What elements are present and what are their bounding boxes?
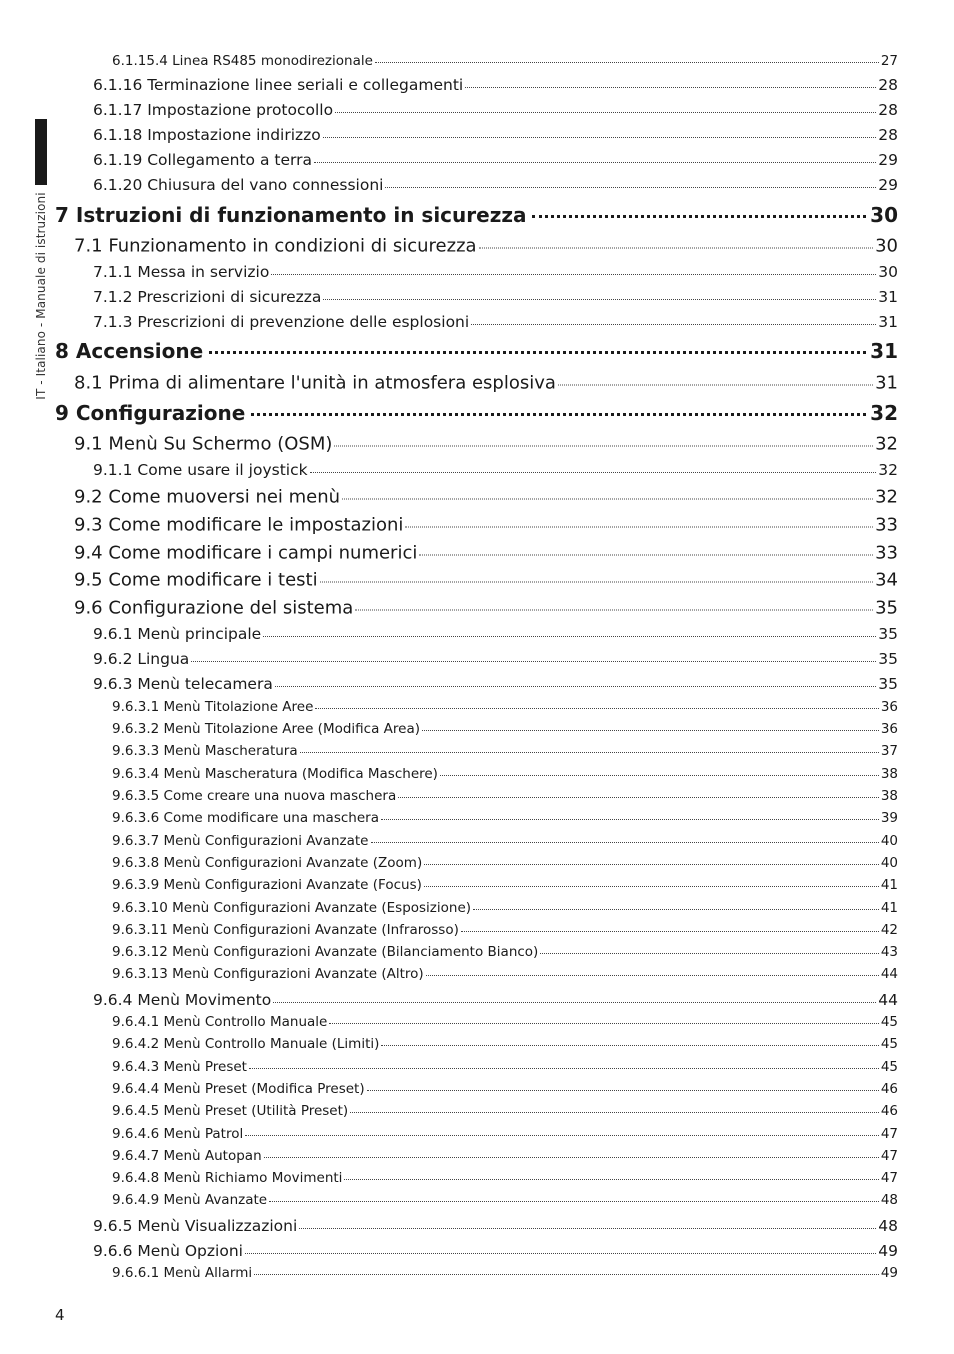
toc-entry-page: 41 (880, 877, 898, 893)
toc-dot-leader (419, 555, 873, 556)
toc-dot-leader (540, 953, 878, 954)
toc-entry-page: 44 (878, 991, 898, 1009)
toc-entry[interactable] (93, 991, 898, 1009)
toc-entry-title: 6.1.17 Impostazione protocollo (93, 101, 334, 119)
toc-entry-title: 9.6.3.3 Menù Mascheratura (112, 743, 298, 759)
toc-entry-page: 45 (880, 1014, 898, 1030)
toc-entry[interactable] (93, 625, 898, 643)
toc-dot-leader (473, 909, 879, 910)
toc-entry-page: 46 (880, 1103, 898, 1119)
toc-entry-title: 6.1.16 Terminazione linee seriali e collegamenti (93, 76, 464, 94)
toc-dot-leader (254, 1274, 879, 1275)
toc-entry-page: 30 (875, 235, 898, 257)
toc-entry[interactable] (74, 487, 898, 508)
toc-entry-title: 9.6.3.9 Menù Configurazioni Avanzate (Focus) (112, 877, 422, 893)
toc-entry[interactable] (74, 570, 898, 591)
toc-entry[interactable] (74, 515, 898, 536)
toc-entry-title: 9.6.4.6 Menù Patrol (112, 1126, 244, 1142)
toc-entry-title: 9.6.3.11 Menù Configurazioni Avanzate (Infrarosso) (112, 922, 459, 938)
toc-entry-page: 31 (875, 372, 898, 394)
toc-dot-leader (264, 1157, 879, 1158)
toc-dot-leader (245, 1253, 876, 1254)
toc-entry[interactable] (112, 855, 898, 871)
toc-entry-page: 49 (880, 1265, 898, 1281)
toc-entry[interactable] (112, 1192, 898, 1208)
toc-entry[interactable] (93, 313, 898, 331)
page-number: 4 (55, 1306, 65, 1324)
toc-dot-leader (275, 686, 876, 687)
toc-entry-title: 8 Accensione (55, 339, 204, 363)
toc-entry[interactable] (55, 401, 898, 425)
toc-entry[interactable] (112, 766, 898, 782)
toc-entry-title: 9.6.3.13 Menù Configurazioni Avanzate (Altro) (112, 966, 424, 982)
toc-entry-title: 9.6.4 Menù Movimento (93, 991, 272, 1009)
toc-entry[interactable] (93, 461, 898, 479)
toc-dot-leader (532, 215, 866, 218)
toc-dot-leader (273, 1002, 876, 1003)
toc-entry-page: 32 (875, 486, 898, 508)
toc-entry-page: 35 (878, 675, 898, 693)
toc-entry-title: 9.6.4.2 Menù Controllo Manuale (Limiti) (112, 1036, 380, 1052)
toc-dot-leader (334, 446, 873, 447)
toc-entry[interactable] (112, 1265, 898, 1281)
toc-entry-title: 9.6.4.4 Menù Preset (Modifica Preset) (112, 1081, 365, 1097)
toc-dot-leader (385, 187, 876, 188)
toc-entry[interactable] (74, 598, 898, 619)
toc-dot-leader (342, 499, 873, 500)
toc-entry[interactable] (112, 1103, 898, 1119)
toc-dot-leader (320, 582, 874, 583)
toc-entry-page: 31 (870, 339, 898, 363)
toc-entry-title: 9.6.4.8 Menù Richiamo Movimenti (112, 1170, 343, 1186)
toc-entry[interactable] (93, 101, 898, 119)
toc-dot-leader (249, 1068, 879, 1069)
toc-dot-leader (558, 385, 873, 386)
toc-entry-page: 35 (878, 625, 898, 643)
toc-entry-title: 9.6.4.7 Menù Autopan (112, 1148, 262, 1164)
toc-dot-leader (398, 797, 879, 798)
toc-entry[interactable] (74, 236, 898, 257)
toc-entry[interactable] (93, 176, 898, 194)
toc-entry-page: 47 (880, 1170, 898, 1186)
toc-entry-title: 6.1.18 Impostazione indirizzo (93, 126, 321, 144)
toc-dot-leader (371, 842, 879, 843)
toc-entry-title: 9.6.3 Menù telecamera (93, 675, 273, 693)
toc-entry-title: 6.1.15.4 Linea RS485 monodirezionale (112, 53, 373, 69)
toc-entry-page: 40 (880, 833, 898, 849)
toc-entry[interactable] (93, 126, 898, 144)
toc-entry-page: 45 (880, 1036, 898, 1052)
toc-dot-leader (269, 1201, 879, 1202)
toc-dot-leader (315, 708, 878, 709)
toc-entry-title: 6.1.19 Collegamento a terra (93, 151, 312, 169)
toc-entry-page: 33 (875, 542, 898, 564)
toc-dot-leader (422, 730, 879, 731)
toc-entry-page: 48 (878, 1217, 898, 1235)
toc-entry[interactable] (112, 788, 898, 804)
toc-dot-leader (245, 1135, 879, 1136)
toc-entry[interactable] (112, 922, 898, 938)
toc-entry-title: 9.4 Come modificare i campi numerici (74, 542, 418, 564)
toc-entry[interactable] (112, 721, 898, 737)
toc-entry-title: 9.6.6 Menù Opzioni (93, 1242, 243, 1260)
toc-entry[interactable] (55, 203, 898, 227)
toc-entry-page: 34 (875, 569, 898, 591)
toc-dot-leader (314, 162, 876, 163)
toc-entry-page: 29 (878, 176, 898, 194)
toc-entry[interactable] (74, 373, 898, 394)
toc-entry-title: 9.6.3.8 Menù Configurazioni Avanzate (Zoom) (112, 855, 423, 871)
toc-entry-title: 9.6.3.1 Menù Titolazione Aree (112, 699, 314, 715)
toc-entry-title: 9.6.4.3 Menù Preset (112, 1059, 247, 1075)
toc-entry-page: 39 (880, 810, 898, 826)
toc-entry-page: 32 (875, 433, 898, 455)
toc-entry-page: 28 (878, 76, 898, 94)
toc-entry[interactable] (93, 288, 898, 306)
toc-dot-leader (375, 62, 879, 63)
toc-entry-title: 9.6.3.6 Come modificare una maschera (112, 810, 379, 826)
toc-entry-page: 38 (880, 788, 898, 804)
toc-entry[interactable] (112, 900, 898, 916)
toc-entry-title: 9.6.4.9 Menù Avanzate (112, 1192, 268, 1208)
toc-entry[interactable] (112, 877, 898, 893)
toc-dot-leader (479, 248, 874, 249)
toc-entry-title: 9.6.4.1 Menù Controllo Manuale (112, 1014, 328, 1030)
toc-entry-page: 28 (878, 126, 898, 144)
toc-entry[interactable] (112, 1126, 898, 1142)
toc-entry-title: 9.6.3.10 Menù Configurazioni Avanzate (Esposizione) (112, 900, 472, 916)
toc-entry-title: 9 Configurazione (55, 401, 246, 425)
toc-dot-leader (251, 413, 866, 416)
toc-dot-leader (424, 864, 879, 865)
toc-entry-title: 9.2 Come muoversi nei menù (74, 486, 341, 508)
toc-entry[interactable] (112, 699, 898, 715)
toc-dot-leader (471, 324, 876, 325)
toc-entry[interactable] (112, 944, 898, 960)
toc-entry-title: 9.6.3.4 Menù Mascheratura (Modifica Maschere) (112, 766, 438, 782)
toc-entry[interactable] (112, 966, 898, 982)
toc-dot-leader (381, 1045, 878, 1046)
toc-entry[interactable] (112, 1148, 898, 1164)
toc-dot-leader (350, 1112, 879, 1113)
toc-entry[interactable] (112, 1059, 898, 1075)
toc-dot-leader (209, 351, 866, 354)
toc-entry-page: 49 (878, 1242, 898, 1260)
toc-entry-title: 9.6 Configurazione del sistema (74, 597, 354, 619)
toc-entry-page: 31 (878, 288, 898, 306)
toc-entry-page: 42 (880, 922, 898, 938)
toc-entry-title: 7.1 Funzionamento in condizioni di sicurezza (74, 235, 477, 257)
toc-dot-leader (329, 1023, 878, 1024)
toc-entry-title: 8.1 Prima di alimentare l'unità in atmosfera esplosiva (74, 372, 556, 394)
toc-entry-title: 9.6.4.5 Menù Preset (Utilità Preset) (112, 1103, 349, 1119)
toc-entry[interactable] (93, 650, 898, 668)
toc-entry[interactable] (55, 339, 898, 363)
toc-entry-title: 9.6.3.5 Come creare una nuova maschera (112, 788, 397, 804)
toc-entry-title: 7.1.3 Prescrizioni di prevenzione delle esplosioni (93, 313, 470, 331)
toc-entry[interactable] (93, 76, 898, 94)
toc-dot-leader (424, 886, 879, 887)
toc-entry-page: 32 (878, 461, 898, 479)
toc-dot-leader (299, 1228, 876, 1229)
toc-entry-title: 9.1.1 Come usare il joystick (93, 461, 308, 479)
toc-entry-page: 37 (880, 743, 898, 759)
toc-dot-leader (263, 636, 876, 637)
toc-entry[interactable] (112, 1170, 898, 1186)
toc-entry[interactable] (112, 743, 898, 759)
sidebar-label-text: IT - Italiano - Manuale di istruzioni (34, 192, 48, 400)
toc-entry[interactable] (74, 543, 898, 564)
toc-entry-page: 33 (875, 514, 898, 536)
toc-dot-leader (440, 775, 879, 776)
toc-entry-page: 27 (880, 53, 898, 69)
toc-entry-page: 43 (880, 944, 898, 960)
toc-entry[interactable] (112, 810, 898, 826)
toc-dot-leader (355, 610, 873, 611)
toc-entry-page: 32 (870, 401, 898, 425)
toc-entry[interactable] (93, 1217, 898, 1235)
toc-entry-title: 7.1.1 Messa in servizio (93, 263, 270, 281)
toc-entry[interactable] (93, 151, 898, 169)
toc-entry-title: 9.6.3.12 Menù Configurazioni Avanzate (Bilanciamento Bianco) (112, 944, 539, 960)
toc-entry-page: 47 (880, 1148, 898, 1164)
toc-entry-page: 30 (878, 263, 898, 281)
toc-dot-leader (323, 137, 876, 138)
toc-entry-page: 45 (880, 1059, 898, 1075)
toc-entry-title: 9.6.1 Menù principale (93, 625, 262, 643)
toc-entry-title: 7 Istruzioni di funzionamento in sicurezza (55, 203, 527, 227)
toc-dot-leader (323, 299, 876, 300)
toc-entry-page: 41 (880, 900, 898, 916)
toc-dot-leader (405, 527, 873, 528)
toc-entry-page: 31 (878, 313, 898, 331)
toc-entry-title: 9.6.5 Menù Visualizzazioni (93, 1217, 298, 1235)
toc-entry[interactable] (112, 833, 898, 849)
toc-entry-title: 9.6.2 Lingua (93, 650, 190, 668)
toc-entry-page: 35 (875, 597, 898, 619)
toc-entry-page: 38 (880, 766, 898, 782)
toc-entry-title: 6.1.20 Chiusura del vano connessioni (93, 176, 384, 194)
toc-entry-page: 36 (880, 721, 898, 737)
toc-entry-title: 9.6.3.2 Menù Titolazione Aree (Modifica Area) (112, 721, 420, 737)
toc-entry[interactable] (112, 53, 898, 69)
toc-entry-page: 36 (880, 699, 898, 715)
toc-entry[interactable] (74, 434, 898, 455)
toc-entry[interactable] (93, 675, 898, 693)
toc-dot-leader (461, 931, 879, 932)
toc-entry-title: 9.6.3.7 Menù Configurazioni Avanzate (112, 833, 369, 849)
toc-entry-page: 28 (878, 101, 898, 119)
toc-entry-page: 29 (878, 151, 898, 169)
toc-entry-page: 35 (878, 650, 898, 668)
toc-entry[interactable] (93, 1242, 898, 1260)
toc-entry-title: 7.1.2 Prescrizioni di sicurezza (93, 288, 322, 306)
toc-dot-leader (367, 1090, 879, 1091)
toc-entry[interactable] (93, 263, 898, 281)
toc-entry-page: 47 (880, 1126, 898, 1142)
toc-dot-leader (310, 472, 877, 473)
toc-entry-page: 30 (870, 203, 898, 227)
toc-dot-leader (344, 1179, 878, 1180)
toc-dot-leader (300, 752, 879, 753)
toc-entry[interactable] (112, 1081, 898, 1097)
toc-entry[interactable] (112, 1014, 898, 1030)
toc-dot-leader (191, 661, 876, 662)
toc-entry[interactable] (112, 1036, 898, 1052)
toc-entry-page: 48 (880, 1192, 898, 1208)
toc-entry-page: 40 (880, 855, 898, 871)
toc-dot-leader (271, 274, 876, 275)
toc-entry-page: 44 (880, 966, 898, 982)
toc-entry-page: 46 (880, 1081, 898, 1097)
toc-dot-leader (465, 87, 876, 88)
toc-entry-title: 9.5 Come modificare i testi (74, 569, 318, 591)
toc-entry-title: 9.1 Menù Su Schermo (OSM) (74, 433, 333, 455)
toc-dot-leader (335, 112, 876, 113)
toc-dot-leader (381, 819, 879, 820)
toc-entry-title: 9.3 Come modificare le impostazioni (74, 514, 404, 536)
toc-dot-leader (426, 975, 879, 976)
toc-entry-title: 9.6.6.1 Menù Allarmi (112, 1265, 253, 1281)
